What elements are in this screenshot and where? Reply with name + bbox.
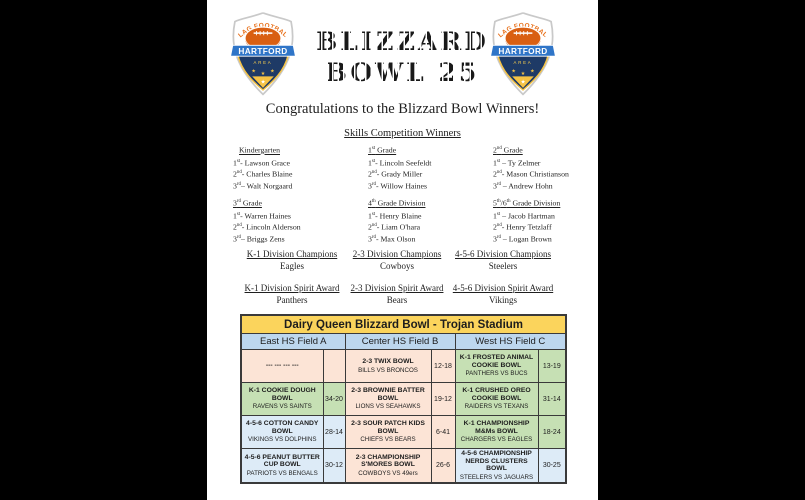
- grade-heading: 4th Grade Division: [368, 198, 426, 208]
- game-cell: [345, 416, 431, 449]
- 4-5-6-division-champions: [455, 249, 551, 272]
- matchup: PANTHERS VS BUCS: [465, 370, 528, 378]
- grade-heading: 5th/6th Grade Division: [493, 198, 561, 208]
- event-title-line1: BLIZZARD: [316, 27, 489, 56]
- winner-line: 3rd – Andrew Hohn: [493, 181, 553, 191]
- skills-group-2nd-grade: [493, 144, 569, 191]
- award-heading: K-1 Division Champions: [246, 249, 338, 259]
- game-cell: [345, 383, 431, 416]
- winner-line: 2nd- Henry Tetzlaff: [493, 222, 552, 232]
- bowl-name: K-1 COOKIE DOUGH BOWL: [248, 387, 316, 402]
- winner-line: 3rd– Walt Norgaard: [233, 181, 293, 191]
- 4-5-6-division-spirit-award: [453, 283, 553, 306]
- winner-line: 2nd- Liam O'hara: [368, 222, 421, 232]
- grade-heading: 3rd Grade: [233, 198, 262, 208]
- schedule-row-4: [241, 449, 566, 483]
- matchup: STEELERS VS JAGUARS: [459, 473, 534, 481]
- game-cell: [241, 416, 323, 449]
- 2-3-division-champions: [353, 249, 442, 272]
- game-cell: [455, 350, 538, 383]
- matchup: CHIEFS VS BEARS: [360, 436, 416, 444]
- bowl-name: 2-3 SOUR PATCH KIDS BOWL: [351, 420, 425, 435]
- skills-group-3rd-grade: [233, 197, 301, 244]
- schedule-row-1: [241, 350, 566, 383]
- schedule-row-3: [241, 416, 566, 449]
- event-title: [207, 26, 598, 88]
- game-cell: [345, 449, 431, 483]
- award-team: Vikings: [489, 294, 517, 305]
- award-heading: 4-5-6 Division Champions: [455, 249, 551, 259]
- skills-group-5th-6th-grade: [493, 197, 560, 244]
- skills-competition-heading: Skills Competition Winners: [344, 128, 461, 139]
- bowl-name: 2-3 CHAMPIONSHIP S'MORES BOWL: [355, 453, 421, 469]
- bowl-name: 4-5-6 CHAMPIONSHIP NERDS CLUSTERS BOWL: [461, 450, 532, 473]
- 2-3-division-spirit-award: [351, 283, 444, 306]
- matchup: LIONS VS SEAHAWKS: [355, 403, 421, 411]
- bowl-name: K-1 CHAMPIONSHIP M&Ms BOWL: [463, 420, 530, 435]
- congratulations-text: Congratulations to the Blizzard Bowl Winners!: [265, 101, 540, 117]
- k1-division-spirit-award: [245, 283, 340, 306]
- schedule-row-2: [241, 383, 566, 416]
- winner-line: 1st- Lincoln Seefeldt: [368, 158, 432, 168]
- score-cell: 12-18: [431, 350, 455, 383]
- bowl-name: K-1 CRUSHED OREO COOKIE BOWL: [462, 387, 531, 402]
- flyer-page: [207, 0, 598, 500]
- field-header-center: Center HS Field B: [345, 334, 455, 350]
- matchup: VIKINGS VS DOLPHINS: [248, 436, 317, 444]
- score-cell: 30-12: [323, 449, 345, 483]
- matchup: RAVENS VS SAINTS: [252, 403, 312, 411]
- score-cell: 34-20: [323, 383, 345, 416]
- winner-line: 3rd – Logan Brown: [493, 234, 552, 244]
- bowl-name: 4-5-6 COTTON CANDY BOWL: [246, 420, 319, 435]
- award-team: Eagles: [279, 260, 304, 271]
- matchup: [242, 369, 323, 371]
- game-cell: [455, 416, 538, 449]
- winner-line: 2nd- Grady Miller: [368, 169, 423, 179]
- award-team: Cowboys: [379, 260, 415, 271]
- field-header-west: West HS Field C: [455, 334, 566, 350]
- game-cell: [241, 449, 323, 483]
- score-cell: 30-25: [538, 449, 566, 483]
- matchup: RAIDERS VS TEXANS: [464, 403, 529, 411]
- matchup: BILLS VS BRONCOS: [358, 366, 418, 374]
- bowl-name: 2-3 BROWNIE BATTER BOWL: [351, 387, 425, 402]
- award-heading: 2-3 Division Spirit Award: [350, 283, 444, 293]
- bowl-name: 4-5-6 PEANUT BUTTER CUP BOWL: [244, 453, 320, 469]
- award-team: Bears: [386, 294, 408, 305]
- score-cell: [323, 350, 345, 383]
- game-cell: [455, 383, 538, 416]
- bowl-name: --- --- --- ---: [265, 361, 299, 369]
- grade-heading: 1st Grade: [368, 145, 397, 155]
- event-title-line2: BOWL 25: [325, 58, 480, 87]
- game-cell: [455, 449, 538, 483]
- winner-line: 1st- Henry Blaine: [368, 211, 422, 221]
- k1-division-champions: [247, 249, 338, 272]
- bowl-name: K-1 FROSTED ANIMAL COOKIE BOWL: [459, 354, 534, 369]
- bowl-name: 2-3 TWIX BOWL: [362, 358, 414, 366]
- game-cell: [241, 350, 323, 383]
- award-heading: K-1 Division Spirit Award: [244, 283, 340, 293]
- matchup: COWBOYS VS 49ers: [358, 469, 418, 477]
- award-heading: 2-3 Division Champions: [352, 249, 442, 259]
- award-team: Steelers: [488, 260, 518, 271]
- score-cell: 13-19: [538, 350, 566, 383]
- winner-line: 2nd- Charles Blaine: [233, 169, 293, 179]
- grade-heading: 2nd Grade: [493, 145, 523, 155]
- score-cell: 28-14: [323, 416, 345, 449]
- winner-line: 2nd- Mason Christianson: [493, 169, 569, 179]
- matchup: PATRIOTS VS BENGALS: [246, 469, 318, 477]
- matchup: CHARGERS VS EAGLES: [460, 436, 533, 444]
- winner-line: 1st – Ty Zelmer: [493, 158, 541, 168]
- score-cell: 19-12: [431, 383, 455, 416]
- winner-line: 1st- Warren Haines: [233, 211, 291, 221]
- winner-line: 3rd- Willow Haines: [368, 181, 428, 191]
- score-cell: 31-14: [538, 383, 566, 416]
- game-cell: [345, 350, 431, 383]
- skills-group-kindergarten: [233, 144, 292, 191]
- field-header-east: East HS Field A: [241, 334, 345, 350]
- award-team: Panthers: [276, 294, 308, 305]
- winner-line: 3rd- Max Olson: [368, 234, 416, 244]
- score-cell: 26-6: [431, 449, 455, 483]
- award-heading: 4-5-6 Division Spirit Award: [452, 283, 554, 293]
- bowl-schedule-table: [240, 314, 567, 484]
- skills-group-1st-grade: [368, 144, 431, 191]
- score-cell: 6-41: [431, 416, 455, 449]
- winner-line: 3rd– Briggs Zens: [233, 234, 285, 244]
- winner-line: 1st – Jacob Hartman: [493, 211, 555, 221]
- game-cell: [241, 383, 323, 416]
- winner-line: 2nd- Lincoln Alderson: [233, 222, 301, 232]
- grade-heading: Kindergarten: [239, 145, 280, 155]
- score-cell: 18-24: [538, 416, 566, 449]
- winner-line: 1st- Lawson Grace: [233, 158, 290, 168]
- schedule-title: Dairy Queen Blizzard Bowl - Trojan Stadium: [241, 315, 566, 334]
- skills-group-4th-grade: [368, 197, 425, 244]
